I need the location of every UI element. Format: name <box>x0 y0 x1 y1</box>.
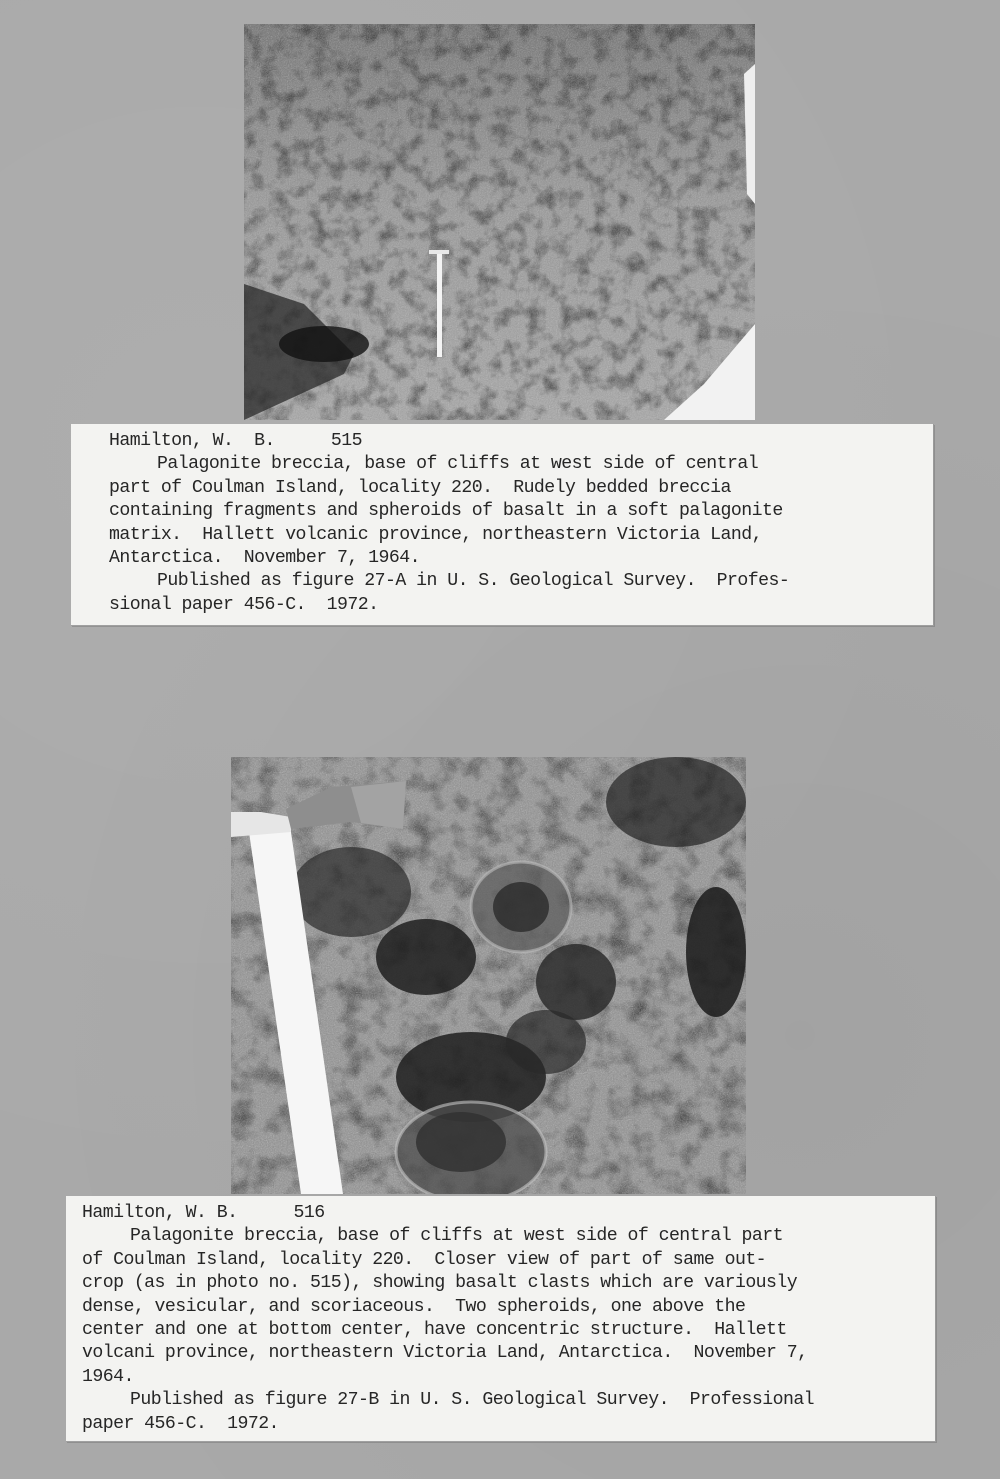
basalt-clast <box>606 757 746 847</box>
publication-line: sional paper 456-C. 1972. <box>109 594 379 615</box>
caption-line: matrix. Hallett volcanic province, northeastern Victoria Land, <box>109 524 762 545</box>
caption-line: Palagonite breccia, base of cliffs at west side of central <box>157 454 759 475</box>
concentric-spheroid-bottom <box>396 1102 546 1194</box>
caption-card-515 <box>71 424 934 626</box>
caption-line: center and one at bottom center, have concentric structure. Hallett <box>82 1320 787 1341</box>
caption-header <box>82 1202 935 1225</box>
caption-line: containing fragments and spheroids of basalt in a soft palagonite <box>109 501 783 522</box>
author-name: Hamilton, W. B. <box>82 1203 238 1223</box>
caption-header <box>109 430 933 453</box>
photo-number: 516 <box>293 1203 325 1223</box>
caption-line: part of Coulman Island, locality 220. Rudely bedded breccia <box>109 477 731 498</box>
basalt-clast <box>506 1010 586 1074</box>
basalt-clast <box>291 847 411 937</box>
publication-line: Published as figure 27-B in U. S. Geological Survey. Professional <box>130 1390 815 1411</box>
author-name: Hamilton, W. B. <box>109 431 275 451</box>
publication-line: paper 456-C. 1972. <box>82 1413 279 1434</box>
caption-card-516 <box>66 1196 936 1442</box>
photo-515-image <box>244 24 755 420</box>
concentric-spheroid-upper <box>471 862 571 952</box>
caption-line: volcani province, northeastern Victoria Land, Antarctica. November 7, <box>82 1343 808 1364</box>
caption-line: crop (as in photo no. 515), showing basalt clasts which are variously <box>82 1273 798 1294</box>
photo-515-breccia-outcrop <box>244 24 755 420</box>
basalt-clast <box>686 887 746 1017</box>
caption-line: Antarctica. November 7, 1964. <box>109 548 420 569</box>
photo-516-image <box>231 757 746 1194</box>
caption-line: of Coulman Island, locality 220. Closer view of part of same out- <box>82 1249 767 1270</box>
photo-516-basalt-clasts-closeup <box>231 757 746 1194</box>
rock-hammer-head <box>429 250 449 254</box>
basalt-clast <box>376 919 476 995</box>
publication-line: Published as figure 27-A in U. S. Geological Survey. Profes- <box>157 571 790 592</box>
photo-number: 515 <box>330 431 362 451</box>
caption-line: dense, vesicular, and scoriaceous. Two spheroids, one above the <box>82 1296 746 1317</box>
rock-hammer-handle <box>437 252 442 357</box>
caption-line: Palagonite breccia, base of cliffs at west side of central part <box>130 1226 783 1247</box>
basalt-clast <box>536 944 616 1020</box>
caption-line: 1964. <box>82 1366 134 1387</box>
